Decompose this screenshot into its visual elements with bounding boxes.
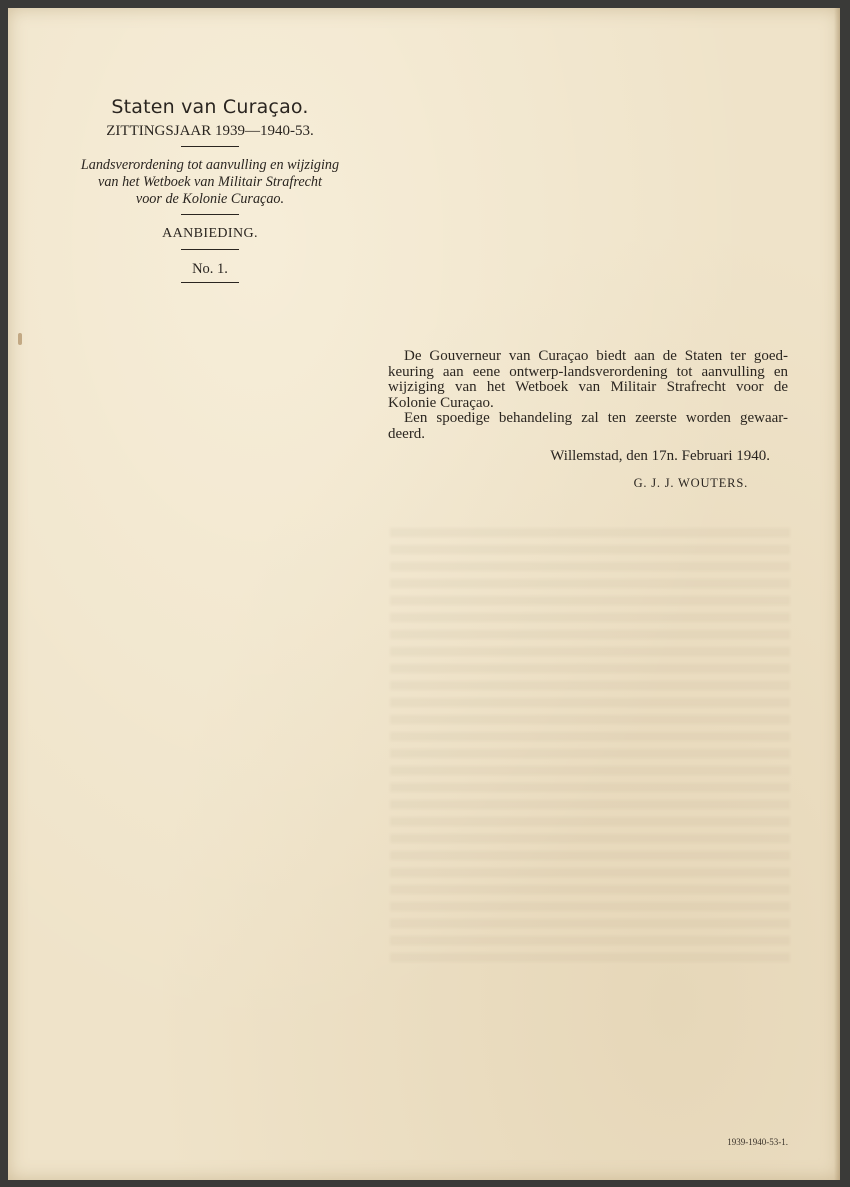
signature: G. J. J. WOUTERS.	[633, 476, 748, 490]
document-header	[60, 94, 360, 293]
body-line: deerd.	[388, 425, 426, 442]
place-and-date: Willemstad, den 17n. Februari 1940.	[550, 448, 770, 464]
body-line: keuring aan eene ontwerp-landsverordening tot aanvulling en	[388, 363, 788, 380]
paper-stain	[18, 333, 22, 345]
divider-rule	[181, 249, 239, 250]
session-year: ZITTINGSJAAR 1939—1940-53.	[106, 123, 314, 139]
section-label: AANBIEDING.	[162, 226, 258, 241]
divider-rule	[181, 214, 239, 215]
body-line: Kolonie Curaçao.	[388, 394, 494, 411]
subject-line: voor de Kolonie Curaçao.	[135, 191, 285, 207]
body-line: wijziging van het Wetboek van Militair Strafrecht voor de	[388, 379, 788, 396]
divider-rule	[181, 282, 239, 283]
document-number: No. 1.	[192, 261, 228, 277]
footer-reference-code: 1939-1940-53-1.	[727, 1137, 788, 1147]
document-subject	[65, 157, 355, 208]
body-line: De Gouverneur van Curaçao biedt aan de Staten ter goed-	[404, 348, 788, 364]
subject-line: van het Wetboek van Militair Strafrecht	[98, 174, 322, 190]
divider-rule	[181, 146, 239, 147]
body-line: Een spoedige behandeling zal ten zeerste worden gewaar-	[404, 410, 788, 427]
body-paragraph	[388, 349, 788, 443]
page-edge	[834, 8, 840, 1180]
bleed-through-text	[390, 528, 790, 968]
document-page	[8, 8, 840, 1180]
subject-line: Landsverordening tot aanvulling en wijziging	[80, 157, 340, 173]
document-title: Staten van Curaçao.	[111, 96, 309, 118]
